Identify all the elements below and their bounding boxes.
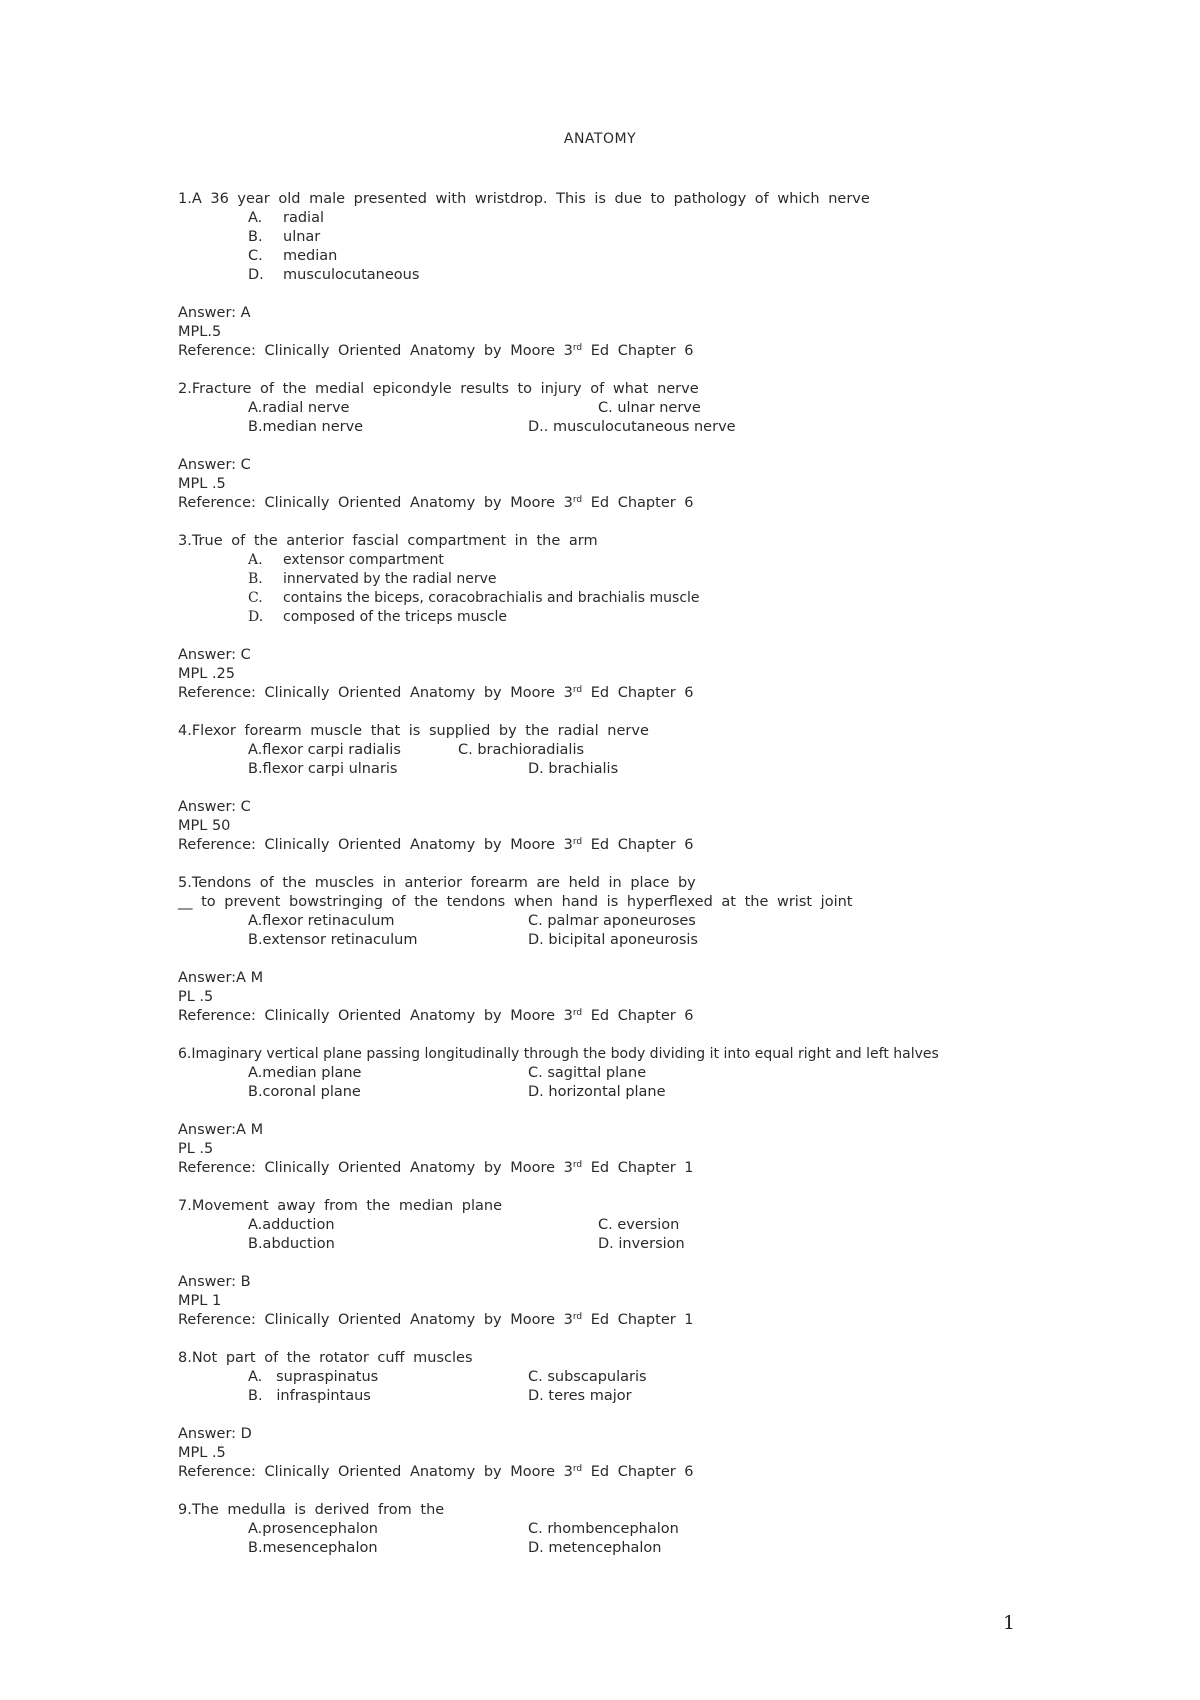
- question-4: [178, 722, 1038, 855]
- option-b: B.median nerve: [248, 419, 364, 435]
- options-grid: [248, 1520, 1038, 1558]
- options-grid: [248, 1368, 1038, 1406]
- option-d: D. teres major: [528, 1388, 632, 1404]
- option-d: D. metencephalon: [528, 1540, 662, 1556]
- option-b: B.extensor retinaculum: [248, 932, 418, 948]
- option-b: B.abduction: [248, 1236, 335, 1252]
- options-grid: [248, 1216, 1038, 1254]
- reference-line: Reference: Clinically Oriented Anatomy by Moore 3rd Ed Chapter 1: [178, 1312, 694, 1328]
- option-d: D. composed of the triceps muscle: [248, 609, 508, 625]
- options-grid: [248, 912, 1038, 950]
- option-a: A.flexor carpi radialis: [248, 742, 401, 758]
- answer-block: [178, 456, 1038, 513]
- mpl-line: MPL.5: [178, 324, 222, 340]
- question-2: [178, 380, 1038, 513]
- question-stem: 1.A 36 year old male presented with wristdrop. This is due to pathology of which nerve: [178, 191, 870, 207]
- option-a: A.adduction: [248, 1217, 335, 1233]
- option-a: A.flexor retinaculum: [248, 913, 395, 929]
- option-b: B.coronal plane: [248, 1084, 361, 1100]
- page-title: ANATOMY: [563, 131, 637, 147]
- reference-line: Reference: Clinically Oriented Anatomy by Moore 3rd Ed Chapter 6: [178, 1008, 694, 1024]
- option-d: D. brachialis: [528, 761, 619, 777]
- question-stem: 3.True of the anterior fascial compartment in the arm: [178, 533, 598, 549]
- option-c: C. ulnar nerve: [598, 400, 701, 416]
- option-c: C. subscapularis: [528, 1369, 647, 1385]
- option-b: B.mesencephalon: [248, 1540, 378, 1556]
- answer-line: Answer: C: [178, 457, 251, 473]
- question-stem-continued: __ to prevent bowstringing of the tendons when hand is hyperflexed at the wrist joint: [178, 894, 853, 910]
- option-c: C. palmar aponeuroses: [528, 913, 696, 929]
- option-a: A.median plane: [248, 1065, 362, 1081]
- answer-line: Answer: C: [178, 647, 251, 663]
- question-list: [178, 190, 1038, 1577]
- options-list: [248, 551, 1038, 627]
- answer-block: [178, 969, 1038, 1026]
- option-d: D. inversion: [598, 1236, 685, 1252]
- mpl-line: PL .5: [178, 989, 214, 1005]
- mpl-line: MPL 1: [178, 1293, 222, 1309]
- question-stem: 4.Flexor forearm muscle that is supplied by the radial nerve: [178, 723, 649, 739]
- question-7: [178, 1197, 1038, 1330]
- option-a: A.prosencephalon: [248, 1521, 378, 1537]
- mpl-line: MPL .5: [178, 1445, 226, 1461]
- question-stem: 5.Tendons of the muscles in anterior forearm are held in place by: [178, 875, 696, 891]
- option-b: B.flexor carpi ulnaris: [248, 761, 398, 777]
- question-stem: 2.Fracture of the medial epicondyle results to injury of what nerve: [178, 381, 699, 397]
- option-c: C. eversion: [598, 1217, 680, 1233]
- reference-line: Reference: Clinically Oriented Anatomy by Moore 3rd Ed Chapter 1: [178, 1160, 694, 1176]
- reference-line: Reference: Clinically Oriented Anatomy by Moore 3rd Ed Chapter 6: [178, 495, 694, 511]
- answer-line: Answer: C: [178, 799, 251, 815]
- option-a: A. radial: [248, 210, 324, 226]
- page-number: 1: [1003, 1612, 1016, 1634]
- question-3: [178, 532, 1038, 703]
- answer-block: [178, 1121, 1038, 1178]
- option-d: D. musculocutaneous: [248, 267, 420, 283]
- mpl-line: MPL .25: [178, 666, 236, 682]
- reference-line: Reference: Clinically Oriented Anatomy by Moore 3rd Ed Chapter 6: [178, 343, 694, 359]
- options-list: [248, 209, 1038, 285]
- question-6: [178, 1045, 1038, 1178]
- question-stem: 8.Not part of the rotator cuff muscles: [178, 1350, 473, 1366]
- answer-block: [178, 304, 1038, 361]
- option-c: C. contains the biceps, coracobrachialis and brachialis muscle: [248, 590, 700, 606]
- question-stem: 9.The medulla is derived from the: [178, 1502, 445, 1518]
- option-b: B. infraspintaus: [248, 1388, 371, 1404]
- option-a: A. extensor compartment: [248, 552, 444, 568]
- answer-line: Answer: A: [178, 305, 251, 321]
- question-stem: 6.Imaginary vertical plane passing longitudinally through the body dividing it into equal right and left halves: [178, 1046, 939, 1062]
- answer-block: [178, 646, 1038, 703]
- option-b: B. ulnar: [248, 229, 321, 245]
- option-d: D. horizontal plane: [528, 1084, 666, 1100]
- answer-line: Answer:A M: [178, 1122, 264, 1138]
- reference-line: Reference: Clinically Oriented Anatomy by Moore 3rd Ed Chapter 6: [178, 1464, 694, 1480]
- answer-line: Answer: B: [178, 1274, 251, 1290]
- option-c: C. brachioradialis: [458, 742, 585, 758]
- option-c: C. sagittal plane: [528, 1065, 647, 1081]
- answer-line: Answer:A M: [178, 970, 264, 986]
- question-8: [178, 1349, 1038, 1482]
- option-c: C. rhombencephalon: [528, 1521, 679, 1537]
- option-d: D. bicipital aponeurosis: [528, 932, 698, 948]
- answer-block: [178, 1273, 1038, 1330]
- option-c: C. median: [248, 248, 338, 264]
- option-d: D.. musculocutaneous nerve: [528, 419, 736, 435]
- options-grid: [248, 1064, 1038, 1102]
- mpl-line: MPL 50: [178, 818, 231, 834]
- options-grid: [248, 741, 1038, 779]
- reference-line: Reference: Clinically Oriented Anatomy by Moore 3rd Ed Chapter 6: [178, 837, 694, 853]
- reference-line: Reference: Clinically Oriented Anatomy by Moore 3rd Ed Chapter 6: [178, 685, 694, 701]
- mpl-line: PL .5: [178, 1141, 214, 1157]
- answer-block: [178, 798, 1038, 855]
- question-5: [178, 874, 1038, 1026]
- question-1: [178, 190, 1038, 361]
- option-a: A. supraspinatus: [248, 1369, 379, 1385]
- mpl-line: MPL .5: [178, 476, 226, 492]
- question-9: [178, 1501, 1038, 1558]
- question-stem: 7.Movement away from the median plane: [178, 1198, 503, 1214]
- answer-line: Answer: D: [178, 1426, 252, 1442]
- options-grid: [248, 399, 1038, 437]
- option-b: B. innervated by the radial nerve: [248, 571, 497, 587]
- answer-block: [178, 1425, 1038, 1482]
- option-a: A.radial nerve: [248, 400, 350, 416]
